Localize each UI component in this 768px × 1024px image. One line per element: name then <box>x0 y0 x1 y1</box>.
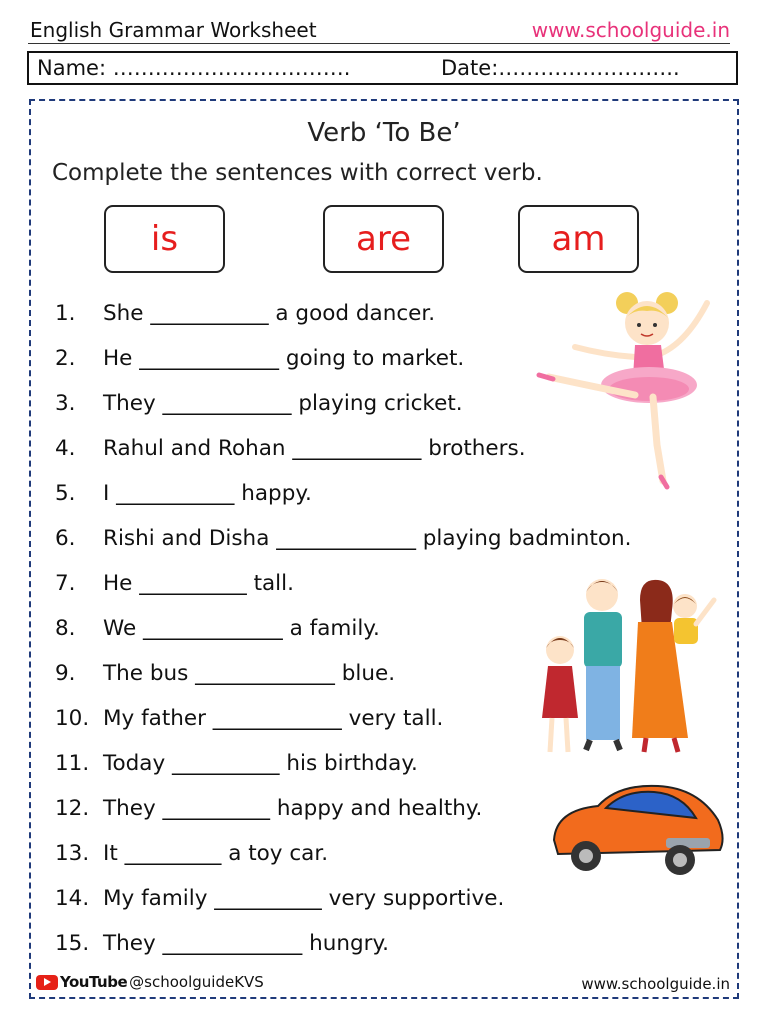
question-number: 1. <box>55 301 76 326</box>
footer-website-link[interactable]: www.schoolguide.in <box>581 975 730 993</box>
word-bank-is: is <box>104 205 225 273</box>
question-number: 12. <box>55 796 90 821</box>
question-text: We _____________ a family. <box>103 616 380 641</box>
question-item <box>55 525 631 553</box>
date-label: Date:…………………….. <box>441 56 680 80</box>
question-item <box>55 570 294 598</box>
question-item <box>55 345 464 373</box>
question-number: 14. <box>55 886 90 911</box>
question-text: My father ____________ very tall. <box>103 706 444 731</box>
toy-car-illustration <box>548 780 728 880</box>
question-text: Rishi and Disha _____________ playing badminton. <box>103 526 632 551</box>
question-text: They _____________ hungry. <box>103 931 389 956</box>
question-number: 10. <box>55 706 90 731</box>
question-number: 8. <box>55 616 76 641</box>
header-website-link[interactable]: www.schoolguide.in <box>531 18 730 42</box>
question-number: 9. <box>55 661 76 686</box>
question-text: Today __________ his birthday. <box>103 751 418 776</box>
question-number: 4. <box>55 436 76 461</box>
question-item <box>55 435 526 463</box>
question-item <box>55 480 312 508</box>
worksheet-series-title: English Grammar Worksheet <box>30 18 317 42</box>
question-text: Rahul and Rohan ____________ brothers. <box>103 436 526 461</box>
question-text: The bus _____________ blue. <box>103 661 396 686</box>
instruction-text: Complete the sentences with correct verb. <box>52 160 543 186</box>
question-item <box>55 840 328 868</box>
question-number: 11. <box>55 751 90 776</box>
question-number: 2. <box>55 346 76 371</box>
question-number: 15. <box>55 931 90 956</box>
question-item <box>55 750 418 778</box>
header-underline <box>28 43 730 44</box>
question-text: They __________ happy and healthy. <box>103 796 483 821</box>
question-text: I ___________ happy. <box>103 481 312 506</box>
question-text: They ____________ playing cricket. <box>103 391 463 416</box>
word-bank-am: am <box>518 205 639 273</box>
question-item <box>55 705 443 733</box>
question-number: 13. <box>55 841 90 866</box>
question-text: He _____________ going to market. <box>103 346 465 371</box>
question-number: 3. <box>55 391 76 416</box>
question-number: 7. <box>55 571 76 596</box>
question-item <box>55 390 463 418</box>
worksheet-heading: Verb ‘To Be’ <box>307 118 461 148</box>
question-item <box>55 660 395 688</box>
family-illustration <box>520 570 725 760</box>
question-text: It _________ a toy car. <box>103 841 329 866</box>
youtube-play-icon <box>36 975 58 990</box>
name-label: Name: ……………………………. <box>37 56 351 80</box>
question-number: 6. <box>55 526 76 551</box>
question-number: 5. <box>55 481 76 506</box>
name-date-box <box>27 51 738 85</box>
question-item <box>55 885 504 913</box>
question-text: She ___________ a good dancer. <box>103 301 436 326</box>
question-item <box>55 300 435 328</box>
youtube-handle: @schoolguideKVS <box>129 973 264 991</box>
youtube-channel-link[interactable] <box>36 973 264 991</box>
youtube-wordmark: YouTube <box>60 973 128 991</box>
question-text: He __________ tall. <box>103 571 294 596</box>
question-item <box>55 795 482 823</box>
question-text: My family __________ very supportive. <box>103 886 505 911</box>
question-item <box>55 930 389 958</box>
question-item <box>55 615 380 643</box>
ballerina-illustration <box>535 285 720 490</box>
word-bank-are: are <box>323 205 444 273</box>
